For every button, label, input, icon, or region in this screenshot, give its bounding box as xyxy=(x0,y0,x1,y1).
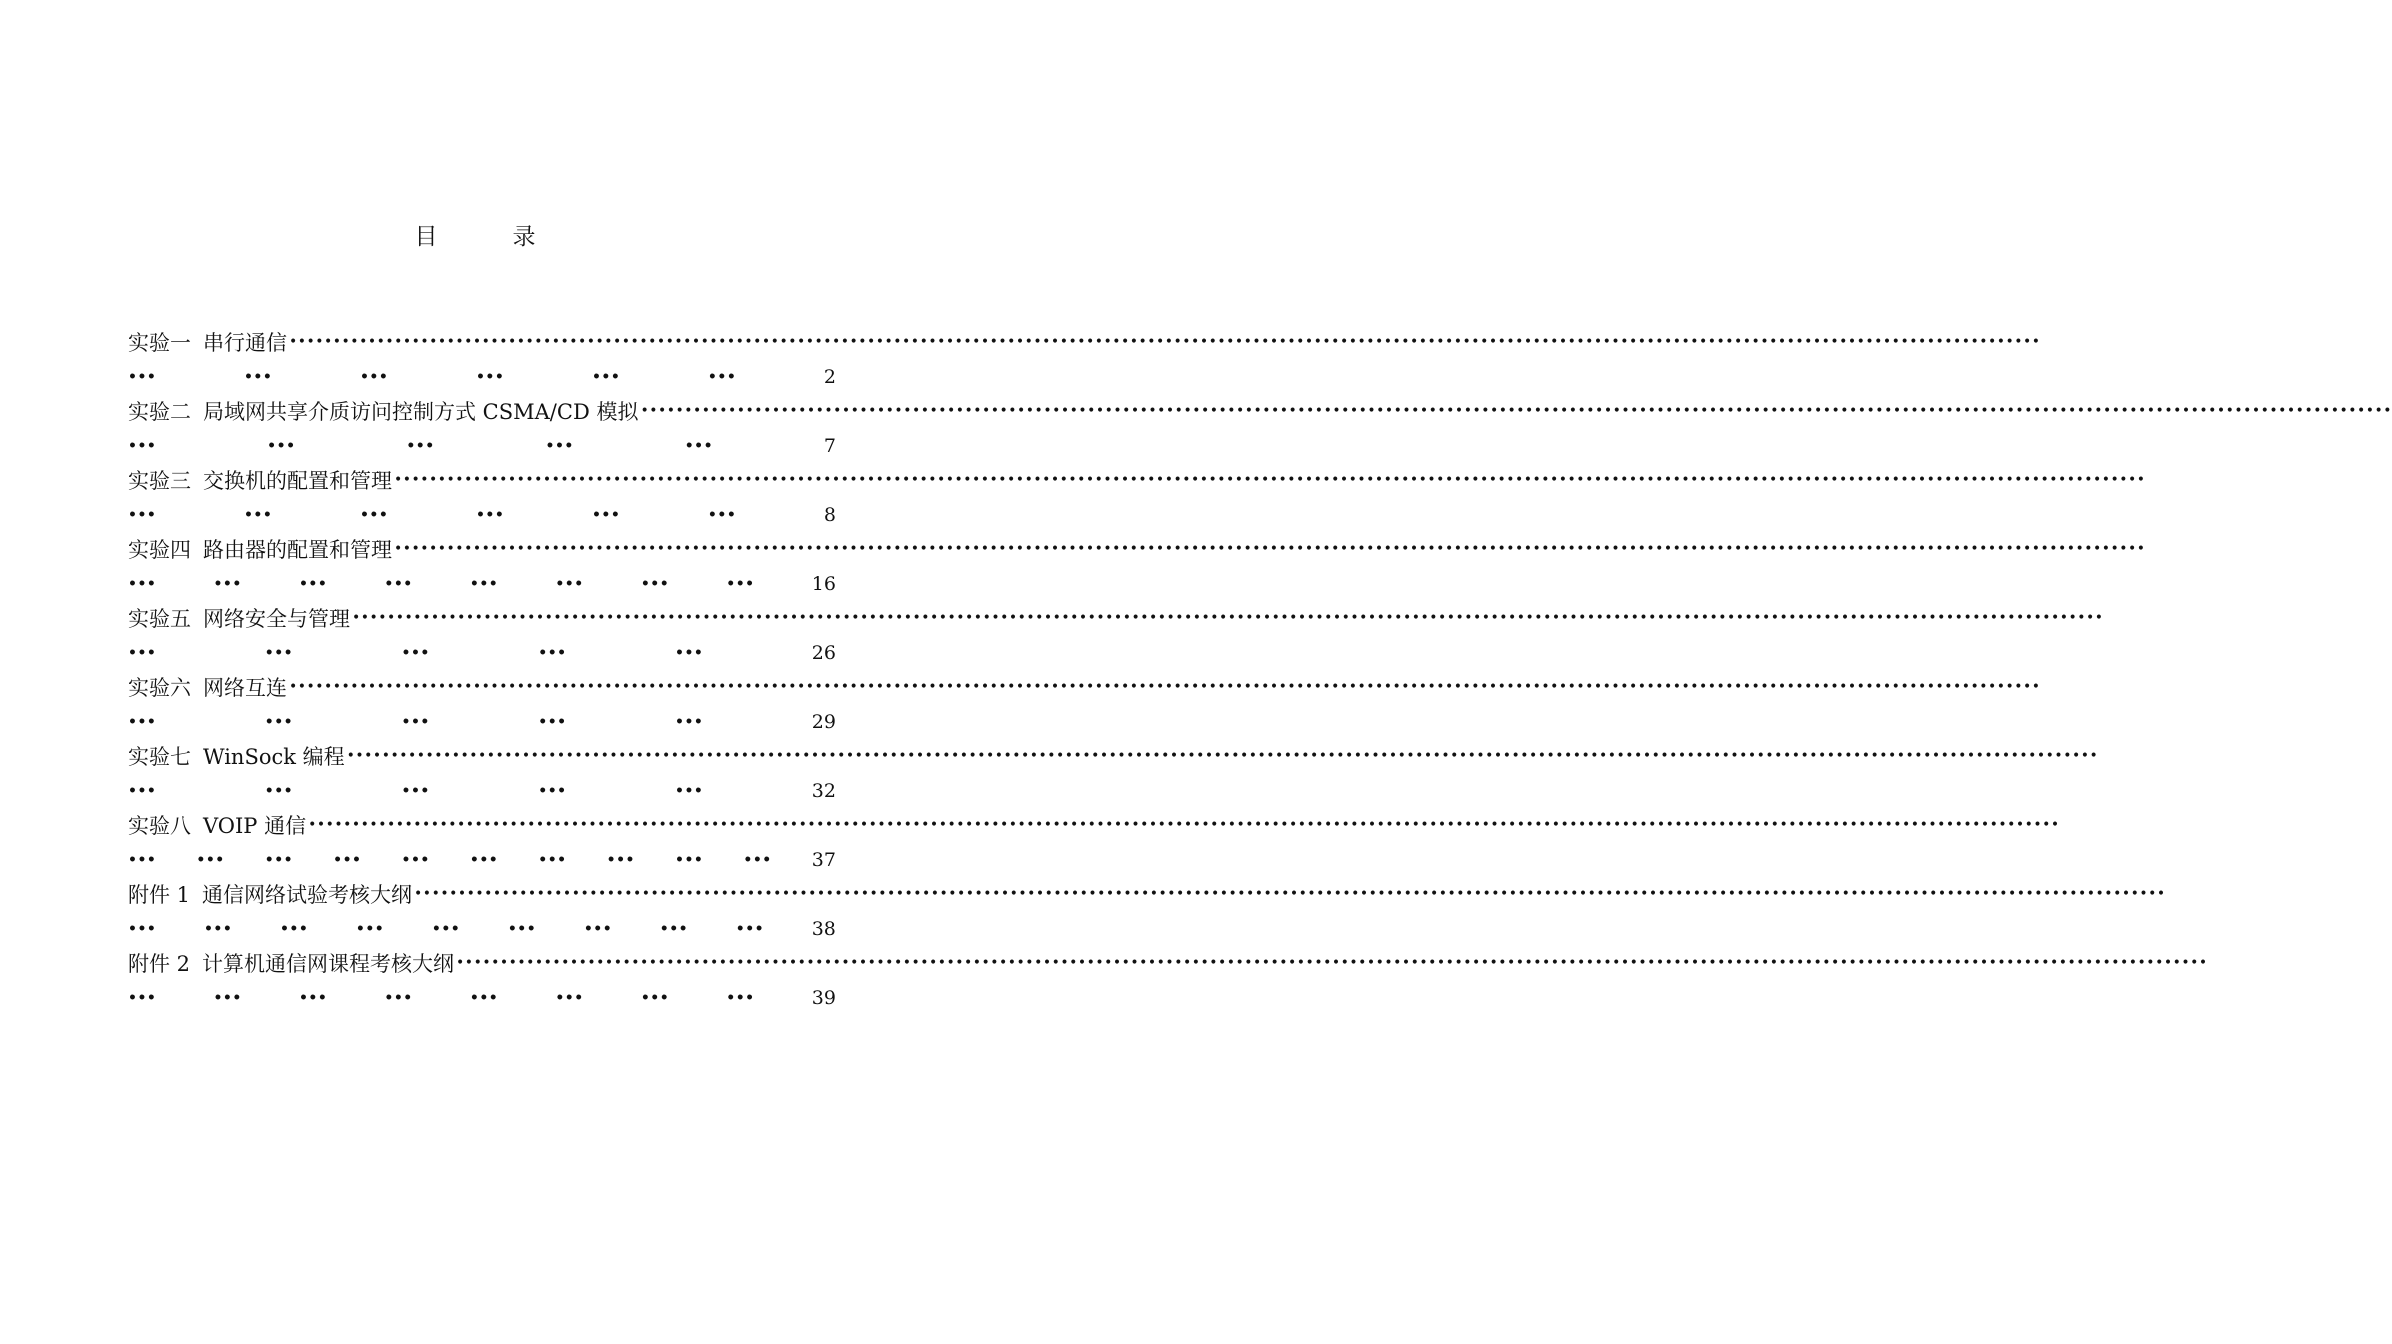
toc-entry-label: 实验八 xyxy=(128,814,191,839)
ellipsis-mark: ••• xyxy=(128,851,157,868)
ellipsis-mark: ••• xyxy=(267,437,296,454)
toc-entry-title-line xyxy=(128,394,2392,429)
toc-entry-name: 串行通信 xyxy=(203,331,287,356)
ellipsis-mark: ••• xyxy=(203,920,233,937)
ellipsis-mark: ••• xyxy=(406,437,435,454)
toc-entry-title-line xyxy=(128,946,2208,981)
toc-entry[interactable] xyxy=(128,601,2104,670)
toc-entry-label: 实验三 xyxy=(128,469,191,494)
dot-leader: •••••••••••••••••••••••••••••••••••••••••••••••••••••••••••••••••••••••••••••••••••••••••••••••••••••••••••••••••••••••••••••••••••••••••••••••••••••••••••••••••••••••••••••••••••••••••••••••••••••••• xyxy=(394,472,2146,489)
ellipsis-mark: ••• xyxy=(735,920,765,937)
toc-entry-title-line xyxy=(128,877,2166,912)
ellipsis-mark: ••• xyxy=(128,782,157,799)
toc-entry-page-number: 26 xyxy=(811,641,836,664)
toc-entry-page-number: 8 xyxy=(823,503,836,526)
toc-entry-name: 网络安全与管理 xyxy=(203,607,350,632)
toc-entry-page-line xyxy=(128,567,836,602)
toc-entry-title-line xyxy=(128,739,2099,774)
ellipsis-mark: ••• xyxy=(401,782,430,799)
toc-entry-page-line xyxy=(128,429,836,464)
toc-entry[interactable] xyxy=(128,325,2041,394)
toc-entry-title xyxy=(128,465,392,495)
ellipsis-mark: ••• xyxy=(606,851,635,868)
ellipsis-mark: ••• xyxy=(640,989,670,1006)
ellipsis-mark: ••• xyxy=(243,506,273,523)
ellipsis-mark: ••• xyxy=(675,644,704,661)
toc-entry-name: 路由器的配置和管理 xyxy=(203,538,392,563)
toc-entry-page-number: 38 xyxy=(811,917,836,940)
toc-title: 目 录 xyxy=(414,224,562,250)
toc-entry-name: WinSock 编程 xyxy=(203,745,345,770)
toc-entry-name: 通信网络试验考核大纲 xyxy=(202,883,413,908)
ellipsis-mark: ••• xyxy=(401,644,430,661)
ellipsis-mark: ••• xyxy=(538,644,567,661)
dot-leader: •••••••••••••••••••••••••••••••••••••••••••••••••••••••••••••••••••••••••••••••••••••••••••••••••••••••••••••••••••••••••••••••••••••••••••••••••••••••••••••••••••••••••••••••••••••••••••••••••••••••• xyxy=(352,610,2104,627)
toc-entry-page-line xyxy=(128,774,836,809)
toc-entry[interactable] xyxy=(128,877,2166,946)
ellipsis-mark: ••• xyxy=(675,851,704,868)
toc-entry-name: 局域网共享介质访问控制方式 CSMA/CD 模拟 xyxy=(203,400,639,425)
toc-entry-page-line xyxy=(128,705,836,740)
ellipsis-mark: ••• xyxy=(707,368,737,385)
toc-entry[interactable] xyxy=(128,946,2208,1015)
toc-entry-name: 计算机通信网课程考核大纲 xyxy=(202,952,455,977)
toc-entry[interactable] xyxy=(128,532,2146,601)
toc-entry-title xyxy=(128,396,638,426)
ellipsis-mark: ••• xyxy=(469,575,499,592)
dot-leader: •••••••••••••••••••••••••••••••••••••••••••••••••••••••••••••••••••••••••••••••••••••••••••••••••••••••••••••••••••••••••••••••••••••••••••••••••••••••••••••••••••••••••••••••••••••••••••••••••••••••• xyxy=(289,679,2041,696)
toc-entry-title xyxy=(128,603,350,633)
ellipsis-mark: ••• xyxy=(469,851,499,868)
toc-entry-page-number: 32 xyxy=(811,779,836,802)
toc-entry-title-line xyxy=(128,670,2041,705)
ellipsis-mark: ••• xyxy=(298,575,328,592)
toc-entry-title xyxy=(128,534,392,564)
toc-entry-title xyxy=(128,672,287,702)
ellipsis-mark: ••• xyxy=(384,575,413,592)
toc-entry-page-number: 16 xyxy=(811,572,836,595)
ellipsis-mark: ••• xyxy=(555,575,584,592)
ellipsis-mark: ••• xyxy=(196,851,225,868)
toc-entry-title xyxy=(128,879,412,909)
toc-entry[interactable] xyxy=(128,808,2060,877)
ellipsis-mark: ••• xyxy=(545,437,574,454)
ellipsis-mark: ••• xyxy=(675,782,704,799)
toc-entry[interactable] xyxy=(128,463,2146,532)
toc-entry-title xyxy=(128,948,454,978)
ellipsis-mark: ••• xyxy=(128,575,157,592)
ellipsis-mark: ••• xyxy=(213,575,242,592)
dot-leader: •••••••••••••••••••••••••••••••••••••••••••••••••••••••••••••••••••••••••••••••••••••••••••••••••••••••••••••••••••••••••••••••••••••••••••••••••••••••••••••••••••••••••••••••••••••••••••••••••••••••• xyxy=(414,886,2166,903)
toc-entry-page-line xyxy=(128,498,836,533)
ellipsis-mark: ••• xyxy=(726,575,755,592)
ellipsis-mark: ••• xyxy=(128,920,157,937)
ellipsis-mark: ••• xyxy=(128,368,157,385)
toc-entry-page-number: 37 xyxy=(811,848,836,871)
dot-leader: •••••••••••••••••••••••••••••••••••••••••••••••••••••••••••••••••••••••••••••••••••••••••••••••••••••••••••••••••••••••••••••••••••••••••••••••••••••••••••••••••••••••••••••••••••••••••••••••••••••••• xyxy=(308,817,2060,834)
toc-entry-title-line xyxy=(128,463,2146,498)
ellipsis-mark: ••• xyxy=(591,368,621,385)
ellipsis-mark: ••• xyxy=(659,920,689,937)
ellipsis-mark: ••• xyxy=(469,989,499,1006)
toc-entry-label: 附件 1 xyxy=(128,883,191,908)
ellipsis-mark: ••• xyxy=(355,920,385,937)
ellipsis-mark: ••• xyxy=(213,989,242,1006)
toc-entry-title-line xyxy=(128,325,2041,360)
ellipsis-mark: ••• xyxy=(359,368,389,385)
ellipsis-mark: ••• xyxy=(507,920,537,937)
toc-entry-page-number: 2 xyxy=(823,365,836,388)
toc-entry-label: 实验六 xyxy=(128,676,191,701)
dot-leader: •••••••••••••••••••••••••••••••••••••••••••••••••••••••••••••••••••••••••••••••••••••••••••••••••••••••••••••••••••••••••••••••••••••••••••••••••••••••••••••••••••••••••••••••••••••••••••••••••••••••• xyxy=(289,334,2041,351)
ellipsis-mark: ••• xyxy=(298,989,328,1006)
ellipsis-mark: ••• xyxy=(555,989,584,1006)
dot-leader: •••••••••••••••••••••••••••••••••••••••••••••••••••••••••••••••••••••••••••••••••••••••••••••••••••••••••••••••••••••••••••••••••••••••••••••••••••••••••••••••••••••••••••••••••••••••••••••••••••••••• xyxy=(394,541,2146,558)
toc-entry-title xyxy=(128,741,345,771)
toc-entry-title-line xyxy=(128,532,2146,567)
ellipsis-mark: ••• xyxy=(401,851,430,868)
ellipsis-mark: ••• xyxy=(707,506,737,523)
toc-entry[interactable] xyxy=(128,670,2041,739)
ellipsis-mark: ••• xyxy=(726,989,755,1006)
toc-entry-page-number: 39 xyxy=(811,986,836,1009)
toc-entry-title xyxy=(128,810,306,840)
ellipsis-mark: ••• xyxy=(279,920,309,937)
toc-entry-title xyxy=(128,327,287,357)
ellipsis-mark: ••• xyxy=(401,713,430,730)
ellipsis-mark: ••• xyxy=(538,851,567,868)
ellipsis-mark: ••• xyxy=(264,851,294,868)
toc-entry-page-number: 29 xyxy=(811,710,836,733)
ellipsis-mark: ••• xyxy=(264,644,294,661)
toc-entry-page-number: 7 xyxy=(823,434,836,457)
toc-entry-name: 网络互连 xyxy=(203,676,287,701)
dot-leader: •••••••••••••••••••••••••••••••••••••••••••••••••••••••••••••••••••••••••••••••••••••••••••••••••••••••••••••••••••••••••••••••••••••••••••••••••••••••••••••••••••••••••••••••••••••••••••••••••••••••• xyxy=(346,748,2099,765)
toc-entry-label: 实验二 xyxy=(128,400,191,425)
ellipsis-mark: ••• xyxy=(538,713,567,730)
ellipsis-mark: ••• xyxy=(583,920,613,937)
ellipsis-mark: ••• xyxy=(743,851,772,868)
toc-entry-page-line xyxy=(128,636,836,671)
ellipsis-mark: ••• xyxy=(384,989,413,1006)
ellipsis-mark: ••• xyxy=(128,506,157,523)
dot-leader: •••••••••••••••••••••••••••••••••••••••••••••••••••••••••••••••••••••••••••••••••••••••••••••••••••••••••••••••••••••••••••••••••••••••••••••••••••••••••••••••••••••••••••••••••••••••••••••••••••••••• xyxy=(456,955,2208,972)
toc-entry-title-line xyxy=(128,601,2104,636)
toc-entry[interactable] xyxy=(128,739,2099,808)
toc-entry-label: 附件 2 xyxy=(128,952,191,977)
toc-entry-name: 交换机的配置和管理 xyxy=(203,469,392,494)
toc-entry-label: 实验五 xyxy=(128,607,191,632)
ellipsis-mark: ••• xyxy=(538,782,567,799)
ellipsis-mark: ••• xyxy=(640,575,670,592)
toc-entry-label: 实验四 xyxy=(128,538,191,563)
toc-entry-page-line xyxy=(128,981,836,1016)
toc-entry-page-line xyxy=(128,843,836,878)
ellipsis-mark: ••• xyxy=(128,644,157,661)
ellipsis-mark: ••• xyxy=(684,437,714,454)
ellipsis-mark: ••• xyxy=(243,368,273,385)
toc-entry[interactable] xyxy=(128,394,2392,463)
ellipsis-mark: ••• xyxy=(264,713,294,730)
ellipsis-mark: ••• xyxy=(431,920,461,937)
ellipsis-mark: ••• xyxy=(264,782,294,799)
ellipsis-mark: ••• xyxy=(475,506,505,523)
ellipsis-mark: ••• xyxy=(591,506,621,523)
ellipsis-mark: ••• xyxy=(333,851,362,868)
ellipsis-mark: ••• xyxy=(128,713,157,730)
toc-entry-page-line xyxy=(128,360,836,395)
table-of-contents xyxy=(128,325,2392,1015)
toc-entry-page-line xyxy=(128,912,836,947)
ellipsis-mark: ••• xyxy=(359,506,389,523)
toc-entry-label: 实验一 xyxy=(128,331,191,356)
ellipsis-mark: ••• xyxy=(675,713,704,730)
ellipsis-mark: ••• xyxy=(128,437,157,454)
ellipsis-mark: ••• xyxy=(475,368,505,385)
toc-entry-name: VOIP 通信 xyxy=(203,814,307,839)
dot-leader: •••••••••••••••••••••••••••••••••••••••••••••••••••••••••••••••••••••••••••••••••••••••••••••••••••••••••••••••••••••••••••••••••••••••••••••••••••••••••••••••••••••••••••••••••••••••••••••••••••••••• xyxy=(640,403,2392,420)
toc-entry-label: 实验七 xyxy=(128,745,191,770)
toc-entry-title-line xyxy=(128,808,2060,843)
ellipsis-mark: ••• xyxy=(128,989,157,1006)
